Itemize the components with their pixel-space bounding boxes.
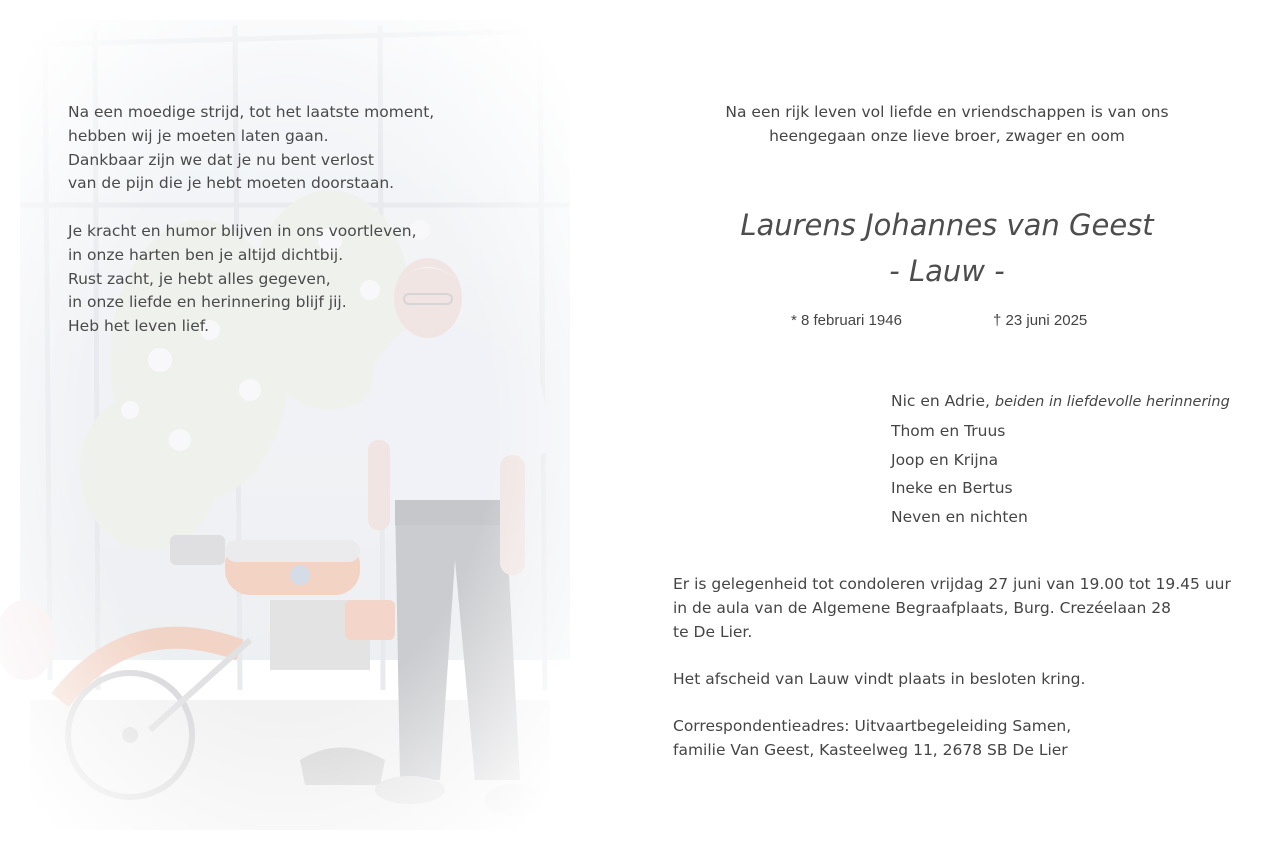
memorial-poem — [68, 101, 434, 363]
poem-line: van de pijn die je hebt moeten doorstaan. — [68, 174, 395, 193]
poem-line: hebben wij je moeten laten gaan. — [68, 126, 329, 145]
deceased-full-name: Laurens Johannes van Geest — [740, 208, 1154, 242]
family-list — [891, 387, 1230, 532]
family-item: Joop en Krijna — [891, 450, 999, 469]
info-line: familie Van Geest, Kasteelweg 11, 2678 SB De Lier — [673, 740, 1068, 759]
family-note: beiden in liefdevolle herinnering — [994, 394, 1230, 410]
info-line: in de aula van de Algemene Begraafplaats, Burg. Crezéelaan 28 — [673, 598, 1171, 617]
info-line: te De Lier. — [673, 622, 753, 641]
info-line: Er is gelegenheid tot condoleren vrijdag 27 juni van 19.00 tot 19.45 uur — [673, 575, 1231, 593]
poem-line: Dankbaar zijn we dat je nu bent verlost — [68, 150, 374, 169]
poem-stanza-1 — [68, 101, 434, 196]
family-names: Nic en Adrie, — [891, 392, 990, 410]
poem-line: in onze liefde en herinnering blijf jij. — [68, 293, 347, 312]
intro-line: heengegaan onze lieve broer, zwager en oom — [769, 126, 1125, 145]
family-item: Neven en nichten — [891, 508, 1028, 527]
family-item: Ineke en Bertus — [891, 479, 1013, 498]
deceased-name-block — [640, 202, 1254, 294]
intro-line: Na een rijk leven vol liefde en vriendschappen is van ons — [725, 103, 1169, 121]
poem-line: Rust zacht, je hebt alles gegeven, — [68, 269, 331, 288]
farewell-info — [673, 668, 1231, 692]
info-line: Correspondentieadres: Uitvaartbegeleiding Samen, — [673, 717, 1072, 736]
announcement-intro — [640, 101, 1254, 148]
info-line: Het afscheid van Lauw vindt plaats in besloten kring. — [673, 669, 1086, 688]
poem-line: Je kracht en humor blijven in ons voortleven, — [68, 221, 417, 240]
family-item: Thom en Truus — [891, 421, 1006, 440]
funeral-info — [673, 573, 1231, 786]
poem-stanza-2 — [68, 220, 434, 339]
poem-line: Heb het leven lief. — [68, 317, 210, 336]
death-date: † 23 juni 2025 — [993, 312, 1088, 329]
poem-line: in onze harten ben je altijd dichtbij. — [68, 245, 344, 264]
deceased-nickname: - Lauw - — [889, 254, 1005, 288]
family-item — [891, 387, 1230, 417]
condolence-info — [673, 573, 1231, 644]
memorial-photo-panel — [0, 0, 600, 847]
poem-line: Na een moedige strijd, tot het laatste moment, — [68, 103, 435, 121]
birth-date: * 8 februari 1946 — [791, 312, 902, 329]
correspondence-address — [673, 715, 1231, 763]
